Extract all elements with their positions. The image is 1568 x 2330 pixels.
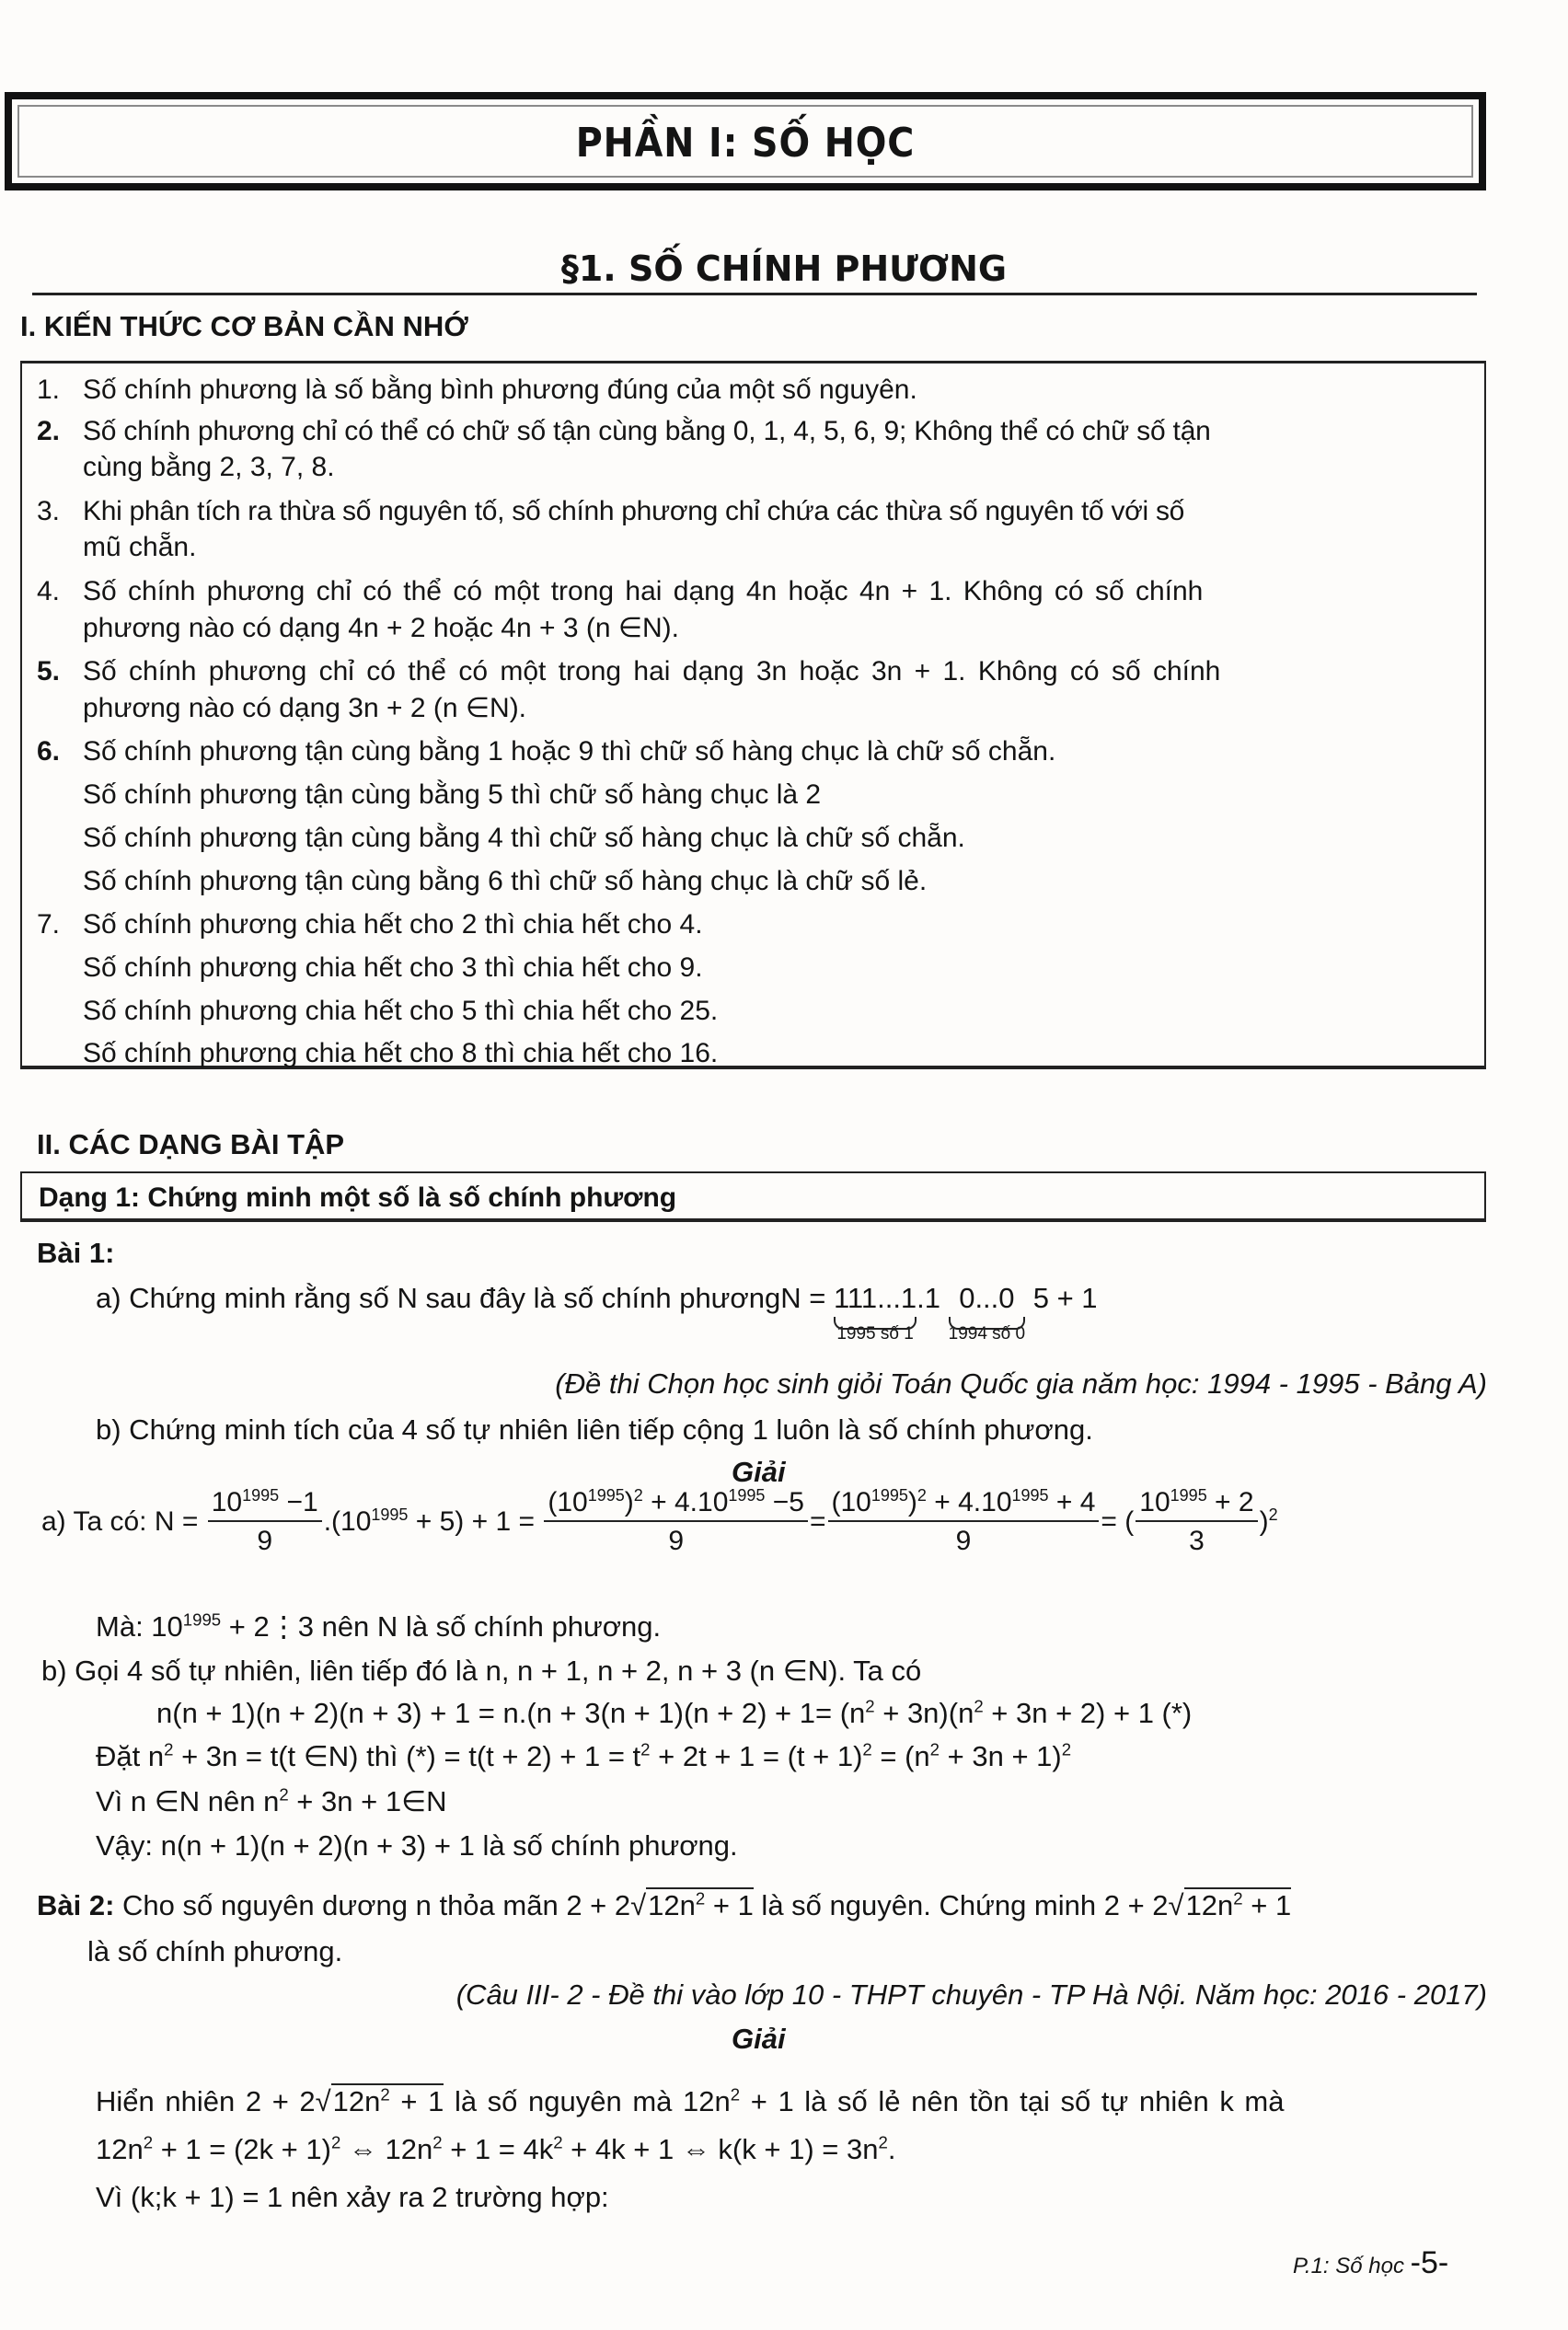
bai-1b-question: b) Chứng minh tích của 4 số tự nhiên liên tiếp cộng 1 luôn là số chính phương.: [96, 1413, 1093, 1446]
section-title: §1. SỐ CHÍNH PHƯƠNG: [560, 248, 1008, 289]
exp: 2: [695, 1888, 706, 1909]
formula-suffix: 5 + 1: [1025, 1282, 1098, 1314]
t: 12n: [332, 2085, 381, 2117]
n: + 4.10: [642, 1487, 729, 1517]
item-text: mũ chẵn.: [83, 532, 197, 562]
t: ⇔ 12n: [340, 2133, 433, 2165]
exp: 2: [865, 1696, 875, 1716]
item-text: Số chính phương tận cùng bằng 5 thì chữ số hàng chục là 2: [83, 779, 822, 810]
t: + 1: [705, 1889, 754, 1921]
item-text: Số chính phương chia hết cho 3 thì chia hết cho 9.: [83, 952, 703, 983]
solution-b-line5: Vậy: n(n + 1)(n + 2)(n + 3) + 1 là số chính phương.: [96, 1829, 738, 1862]
equals: =: [809, 1506, 826, 1537]
item-number: 3.: [37, 496, 61, 526]
t: + 3n = t(t ∈N) thì (*) = t(t + 2) + 1 = t: [173, 1740, 641, 1772]
part-title: PHẦN I: SỐ HỌC: [575, 120, 916, 167]
t: = (n: [871, 1740, 930, 1772]
solution-label: Giải: [732, 2023, 786, 2055]
bai-2-solution-line2: [96, 2132, 896, 2165]
t: + 3n + 1): [940, 1740, 1062, 1772]
solution-b-line4: [96, 1784, 447, 1817]
underbrace-zeros: [949, 1284, 1025, 1343]
solution-b-line2: [156, 1696, 1193, 1729]
n: ): [624, 1487, 634, 1517]
exp: 2: [929, 1739, 940, 1759]
t: 2 + 2: [245, 2085, 316, 2117]
zero-digits: 0...0: [959, 1282, 1015, 1314]
t: + 2t + 1 = (t + 1): [650, 1740, 863, 1772]
den: 9: [955, 1526, 972, 1556]
exp: 1995: [182, 1609, 222, 1630]
page-number: -5-: [1410, 2245, 1449, 2280]
t: n(n + 1)(n + 2)(n + 3) + 1 = n.(n + 3(n + 1)(n + 2) + 1= (n: [156, 1697, 866, 1729]
solution-label: Giải: [732, 1456, 786, 1488]
item-text: phương nào có dạng 4n + 2 hoặc 4n + 3 (n ∈N).: [83, 613, 679, 643]
t: + 3n + 2) + 1 (*): [983, 1697, 1193, 1729]
exp: 2: [974, 1696, 984, 1716]
mid: .(10: [323, 1506, 372, 1537]
eq-lead: a) Ta có: N =: [41, 1506, 199, 1537]
t: + 1 = 4k: [442, 2133, 554, 2165]
formula-mid: .1: [917, 1282, 949, 1314]
t: + 3n)(n: [874, 1697, 974, 1729]
exp: 2: [1233, 1888, 1243, 1909]
n: + 2: [1206, 1487, 1254, 1517]
exp: 2: [917, 1486, 927, 1505]
exp: 1995: [371, 1505, 409, 1524]
item-number: 1.: [37, 375, 61, 405]
page-footer: [1293, 2245, 1448, 2281]
dang-1-box: [20, 1171, 1486, 1222]
exp: 2: [553, 2132, 563, 2152]
item-text: Số chính phương chỉ có thể có một trong hai dạng 4n hoặc 4n + 1. Không có số chính: [83, 576, 1204, 606]
exp: 2: [330, 2132, 341, 2152]
bai-1-label: Bài 1:: [37, 1237, 115, 1269]
exp: 2: [633, 1486, 643, 1505]
bai-2-solution-line3: Vì (k;k + 1) = 1 nên xảy ra 2 trường hợp:: [96, 2181, 609, 2213]
n: 10: [1139, 1487, 1170, 1517]
den: 9: [257, 1526, 273, 1556]
exp: 1995: [870, 1486, 908, 1505]
item-text: cùng bằng 2, 3, 7, 8.: [83, 452, 335, 482]
zeros-label: 1994 số 0: [948, 1324, 1026, 1344]
exp: 2: [164, 1739, 174, 1759]
solution-b-line1: b) Gọi 4 số tự nhiên, liên tiếp đó là n, n + 1, n + 2, n + 3 (n ∈N). Ta có: [41, 1655, 922, 1687]
t: 12n: [96, 2133, 144, 2165]
exp: 2: [862, 1739, 872, 1759]
n: (10: [548, 1487, 588, 1517]
t: + 1 = (2k + 1): [153, 2133, 331, 2165]
den: 3: [1189, 1526, 1205, 1556]
formula-prefix: N =: [780, 1282, 834, 1314]
item-text: Số chính phương chia hết cho 2 thì chia hết cho 4.: [83, 909, 703, 940]
exp: 2: [143, 2132, 154, 2152]
exp: 2: [380, 2084, 390, 2105]
n: (10: [831, 1487, 871, 1517]
num-tail: −1: [279, 1487, 318, 1517]
bai-2-solution-line1: Hiển nhiên $2 + 2√12n^2 + 1$ là số nguyên mà $12n^2 + 1$ là số lẻ nên tồn tại số tự nhiên k mà: [96, 2084, 1285, 2117]
paren: ): [1259, 1506, 1269, 1537]
exp: 2: [1268, 1505, 1278, 1524]
exp: 2: [640, 1739, 651, 1759]
ones-digits: 111...1: [833, 1282, 917, 1314]
t: 2 + 2: [1103, 1889, 1169, 1921]
item-text: Số chính phương chỉ có thể có chữ số tận cùng bằng 0, 1, 4, 5, 6, 9; Không thể có chữ số tận: [83, 416, 1211, 446]
mid-tail: + 5) + 1 =: [408, 1506, 536, 1537]
bai-2-question-line2: là số chính phương.: [87, 1935, 343, 1967]
item-text: Số chính phương tận cùng bằng 6 thì chữ số hàng chục là chữ số lẻ.: [83, 866, 928, 896]
equals-paren: = (: [1101, 1506, 1135, 1537]
item-text: Số chính phương chia hết cho 5 thì chia hết cho 25.: [83, 996, 719, 1026]
fraction: [828, 1486, 1100, 1556]
exp: 1995: [1011, 1486, 1049, 1505]
bai-2-source: (Câu III- 2 - Đề thi vào lớp 10 - THPT chuyên - TP Hà Nội. Năm học: 2016 - 2017): [455, 1978, 1487, 2011]
item-text: Số chính phương tận cùng bằng 1 hoặc 9 thì chữ số hàng chục là chữ số chẵn.: [83, 736, 1056, 767]
den: 9: [668, 1526, 685, 1556]
fraction: [1136, 1486, 1257, 1556]
t: + 1: [389, 2085, 444, 2117]
brace-icon: [949, 1317, 1025, 1330]
exp: 2: [279, 1784, 289, 1805]
item-number: 6.: [37, 736, 61, 767]
solution-b-line3: [96, 1739, 1072, 1772]
heading-kien-thuc: I. KIẾN THỨC CƠ BẢN CẦN NHỚ: [20, 310, 468, 342]
item-number: 5.: [37, 656, 61, 686]
exp: 2: [878, 2132, 888, 2152]
item-number: 2.: [37, 416, 61, 446]
exp: 1995: [242, 1486, 280, 1505]
brace-icon: [834, 1317, 917, 1330]
exp: 1995: [587, 1486, 625, 1505]
t: Đặt n: [96, 1740, 165, 1772]
bai-2-label: Bài 2:: [37, 1889, 115, 1921]
item-text: phương nào có dạng 3n + 2 (n ∈N).: [83, 693, 527, 723]
t: + 2⋮3 nên N là số chính phương.: [221, 1610, 662, 1643]
fraction: [544, 1486, 808, 1556]
solution-a-equation: [41, 1486, 1278, 1556]
heading-cac-dang: II. CÁC DẠNG BÀI TẬP: [37, 1128, 345, 1160]
t: 12n: [1185, 1889, 1234, 1921]
exp: 2: [1061, 1739, 1072, 1759]
t: 2 + 2: [566, 1889, 631, 1921]
exp: 2: [730, 2084, 741, 2105]
close-paren: [1260, 1506, 1278, 1537]
t: Hiển nhiên: [96, 2085, 246, 2117]
t: là số nguyên. Chứng minh: [753, 1889, 1104, 1921]
t: + 1: [1242, 1889, 1292, 1921]
ones-label: 1995 số 1: [836, 1324, 914, 1344]
exp: 1995: [728, 1486, 766, 1505]
t: + 4k + 1 ⇔ k(k + 1) = 3n: [562, 2133, 879, 2165]
formula-n: [780, 1282, 1098, 1344]
bai-1a-question: [96, 1284, 1098, 1343]
section-title-rule: [32, 293, 1477, 295]
t: Mà: 10: [96, 1610, 183, 1643]
bai-2-question: [37, 1888, 1292, 1921]
eq-mid: [324, 1506, 535, 1537]
n: + 4: [1048, 1487, 1096, 1517]
item-text: Số chính phương tận cùng bằng 4 thì chữ số hàng chục là chữ số chẵn.: [83, 823, 965, 853]
exp: 2: [432, 2132, 443, 2152]
t: Vì n ∈N nên n: [96, 1785, 280, 1817]
n: + 4.10: [926, 1487, 1012, 1517]
solution-a-conclusion: [96, 1609, 662, 1643]
t: Cho số nguyên dương n thỏa mãn: [114, 1889, 567, 1921]
n: ): [907, 1487, 917, 1517]
footer-label: P.1: Số học: [1293, 2254, 1411, 2278]
bai-1-source: (Đề thi Chọn học sinh giỏi Toán Quốc gia năm học: 1994 - 1995 - Bảng A): [555, 1367, 1487, 1400]
item-text: Số chính phương chia hết cho 8 thì chia hết cho 16.: [83, 1038, 719, 1068]
fraction: [208, 1486, 322, 1556]
n: −5: [765, 1487, 804, 1517]
sqrt-expression: $2 + 2√12n^2 + 1$: [1103, 1888, 1292, 1921]
t: .: [887, 2133, 896, 2165]
item-number: 7.: [37, 909, 61, 940]
part-title-frame: [5, 92, 1486, 190]
t: 12n: [648, 1889, 696, 1921]
bai-1a-text: a) Chứng minh rằng số N sau đây là số chính phương: [96, 1282, 781, 1314]
t: + 3n + 1∈N: [288, 1785, 447, 1817]
dang-1-title: Dạng 1: Chứng minh một số là số chính phương: [39, 1182, 677, 1213]
item-text: Khi phân tích ra thừa số nguyên tố, số chính phương chỉ chứa các thừa số nguyên tố với số: [83, 496, 1185, 526]
exp: 1995: [1170, 1486, 1207, 1505]
item-text: Số chính phương chỉ có thể có một trong hai dạng 3n hoặc 3n + 1. Không có số chính: [83, 656, 1221, 686]
sqrt-expression: $2 + 2√12n^2 + 1$: [566, 1888, 754, 1921]
item-number: 4.: [37, 576, 61, 606]
num: 10: [211, 1487, 243, 1517]
t: là số nguyên mà 12n: [444, 2085, 731, 2117]
item-text: Số chính phương là số bằng bình phương đúng của một số nguyên.: [83, 375, 917, 405]
underbrace-ones: [834, 1284, 917, 1343]
t: + 1 là số lẻ nên tồn tại số tự nhiên k mà: [740, 2085, 1285, 2117]
